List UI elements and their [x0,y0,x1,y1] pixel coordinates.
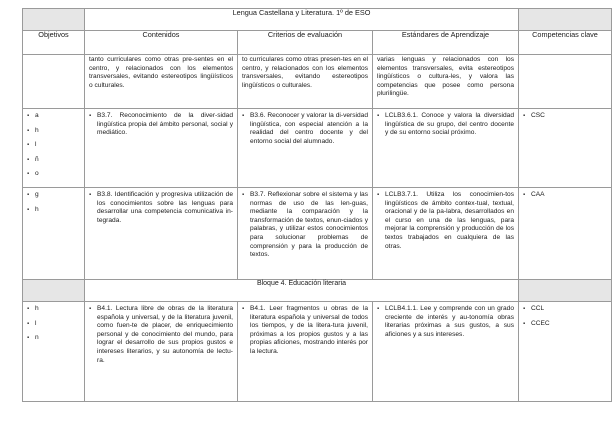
estandar-item: ▪ LCLB4.1.1. Lee y comprende con un grado creciente de interés y au-tonomía obras literarias próximas a sus gustos, a sus aficiones y a sus intereses. [377,305,514,339]
objetivo-item: ▪ l [27,141,80,150]
objetivo-item: ▪ ñ [27,156,80,165]
table-row [23,187,612,279]
table-row [23,55,612,109]
criterios-cell [238,301,373,401]
block-right-cell [519,279,612,301]
col-header-competencias: Competencias clave [519,31,612,55]
objetivo-item: ▪ h [27,127,80,136]
contenidos-text: tanto curriculares como otras pre-sentes en el centro, y relacionados con los elementos transversales, evitando estereotipos lingüísticos o culturales. [89,56,233,89]
curriculum-table [22,8,612,402]
competencias-cell [519,187,612,279]
estandares-text: varias lenguas y relacionados con los elementos transversales, evita estereotipos lingüísticos o cultura-les, y valora las competencias que posee como persona plurilingüe. [377,56,514,98]
header-corner-cell [23,9,85,31]
objetivo-item: ▪ h [27,305,80,314]
competencia-item: ▪ CAA [523,191,607,200]
objetivo-item: ▪ a [27,112,80,121]
block-heading-row [23,279,612,301]
contenidos-cell [85,187,238,279]
contenidos-cell [85,301,238,401]
col-header-criterios: Criterios de evaluación [238,31,373,55]
criterios-cell [238,109,373,188]
objetivo-item: ▪ l [27,320,80,329]
block-4-title: Bloque 4. Educación literaria [85,279,519,301]
objetivo-item: ▪ o [27,170,80,179]
competencias-cell [519,109,612,188]
contenido-item: ▪ B3.7. Reconocimiento de la diver-sidad lingüística propia del ámbito personal, social y mediático. [89,112,233,138]
objetivos-cell [23,187,85,279]
contenido-item: ▪ B3.8. Identificación y progresiva utilización de los conocimientos sobre las lenguas para desarrollar una competencia comunicativa in-tegrada. [89,191,233,225]
table-row [23,109,612,188]
objetivo-item: ▪ n [27,334,80,343]
estandar-item: ▪ LCLB3.7.1. Utiliza los conocimien-tos lingüísticos de ámbito contex-tual, textual, oracional y de la pa-labra, desarrollados en el curso en una de las lenguas, para mejorar la comprensión y producción de los textos trabajados en cualquiera de las otras. [377,191,514,251]
col-header-contenidos: Contenidos [85,31,238,55]
competencias-cell [519,301,612,401]
table-row [23,301,612,401]
subject-title: Lengua Castellana y Literatura. 1º de ESO [85,9,519,31]
objetivos-cell [23,55,85,109]
competencias-cell [519,55,612,109]
criterios-cell [238,55,373,109]
contenidos-cell [85,55,238,109]
criterio-item: ▪ B4.1. Leer fragmentos u obras de la literatura española y universal de todos los tiempos, y de la litera-tura juvenil, próximas a los propios gustos y a las propias aficiones, mostrando interés por la lectura. [242,305,368,357]
contenido-item: ▪ B4.1. Lectura libre de obras de la literatura española y universal, y de la literatura juvenil, como fuen-te de placer, de enriquecimiento personal y de conocimiento del mundo, para lograr el desarrollo de sus propios gustos e intereses literarios, y su autonomía de lectu-ra. [89,305,233,365]
objetivo-item: ▪ h [27,206,80,215]
estandares-cell [373,187,519,279]
objetivo-item: ▪ g [27,191,80,200]
objetivos-cell [23,109,85,188]
estandar-item: ▪ LCLB3.6.1. Conoce y valora la diversidad lingüística de su grupo, del centro docente y de su entorno social próximo. [377,112,514,138]
competencia-item: ▪ CCEC [523,320,607,329]
criterios-cell [238,187,373,279]
col-header-estandares: Estándares de Aprendizaje [373,31,519,55]
block-left-cell [23,279,85,301]
competencia-item: ▪ CSC [523,112,607,121]
objetivos-cell [23,301,85,401]
criterio-item: ▪ B3.7. Reflexionar sobre el sistema y las normas de uso de las len-guas, mediante la comparación y la transformación de textos, enun-ciados y palabras, y utilizar estos conocimientos para solucionar problemas de comprensión y para la producción de textos. [242,191,368,260]
estandares-cell [373,109,519,188]
contenidos-cell [85,109,238,188]
estandares-cell [373,301,519,401]
estandares-cell [373,55,519,109]
criterios-text: to curriculares como otras presen-tes en el centro, y relacionados con los elementos transversales, evitando estereotipos lingüísticos o culturales. [242,56,368,89]
criterio-item: ▪ B3.6. Reconocer y valorar la di-versidad lingüística, con especial atención a la realidad del centro docente y del entorno social del alumnado. [242,112,368,146]
competencia-item: ▪ CCL [523,305,607,314]
col-header-objetivos: Objetivos [23,31,85,55]
header-right-cell [519,9,612,31]
